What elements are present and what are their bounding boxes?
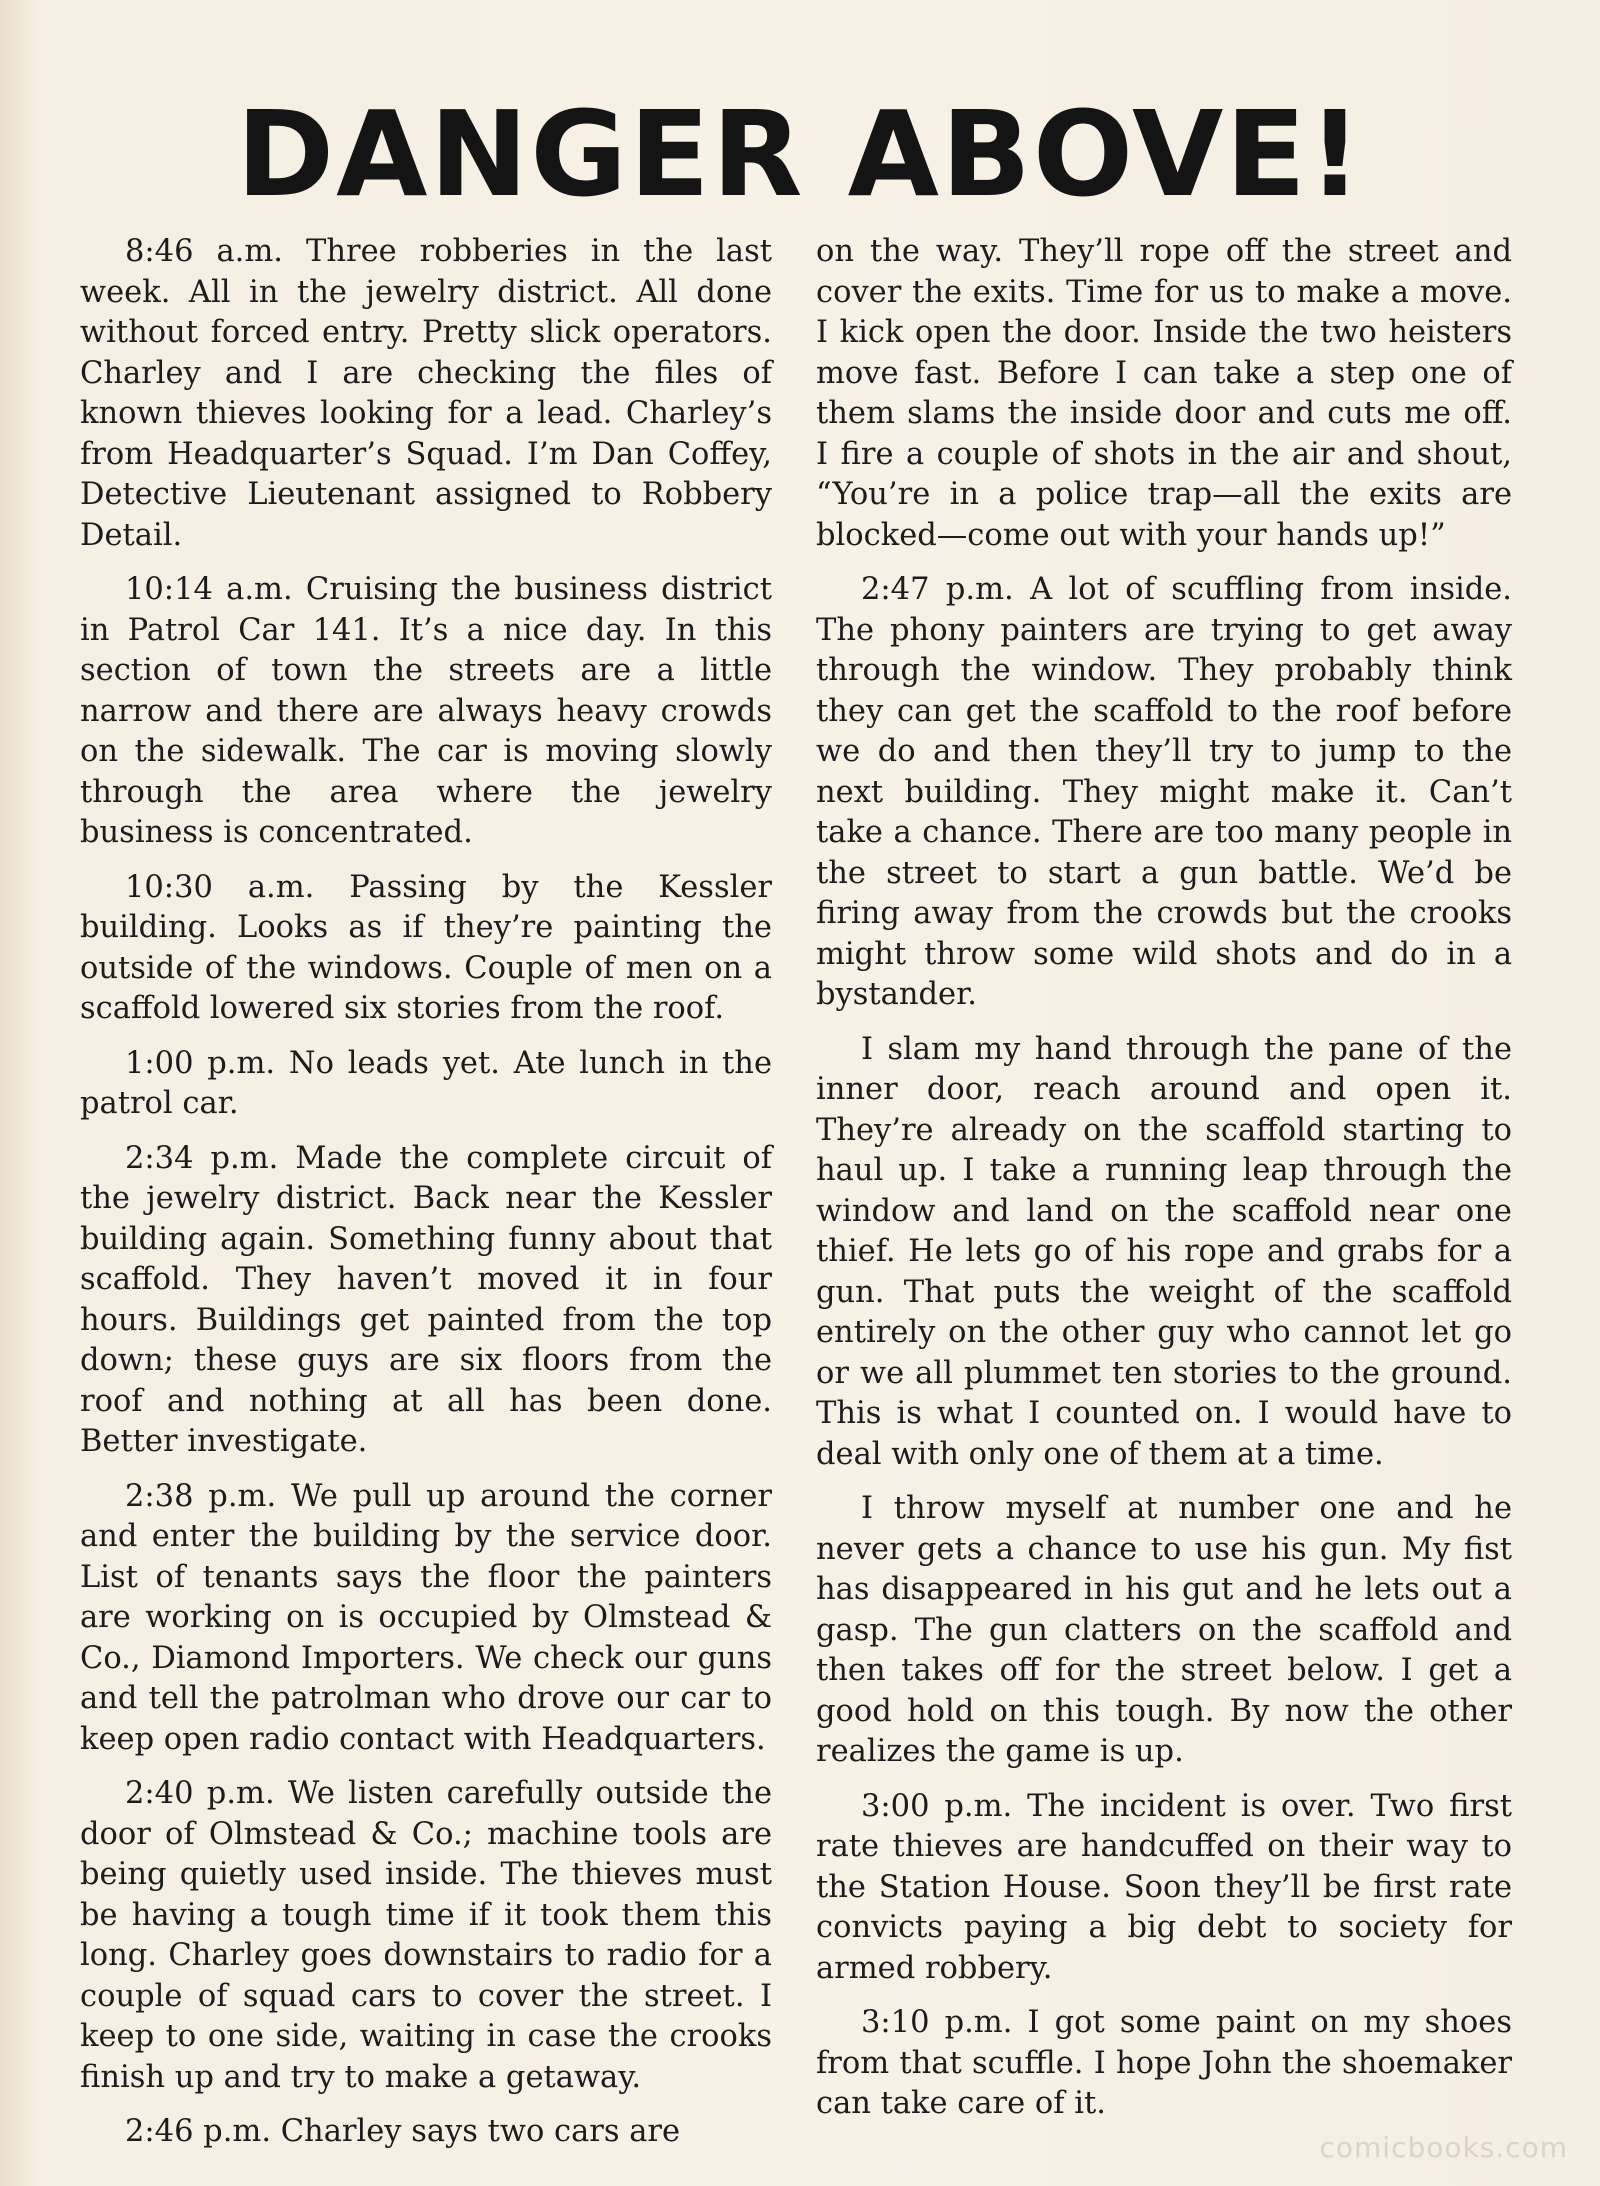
story-paragraph-continued: on the way. They’ll rope off the street and cover the exits. Time for us to make a move. I kick open the door. Inside the two heisters move fast. Before I can take a step one of them slams the inside door and cuts me off. I fire a couple of shots in the air and shout, “You’re in a police trap—all the exits are blocked—come out with your hands up!”	[816, 234, 1512, 553]
story-paragraph: 2:38 p.m. We pull up around the corner and enter the building by the service door. List of tenants says the floor the painters are working on is occupied by Olmstead & Co., Diamond Importers. We check our guns and tell the patrolman who drove our car to keep open radio contact with Headquarters.	[80, 1478, 772, 1757]
story-paragraph: 10:14 a.m. Cruising the business district in Patrol Car 141. It’s a nice day. In this section of town the streets are a little narrow and there are always heavy crowds on the sidewalk. The car is moving slowly through the area where the jewelry business is concentrated.	[80, 572, 772, 850]
watermark: comicbooks.com	[1319, 2131, 1568, 2164]
story-paragraph: 3:10 p.m. I got some paint on my shoes from that scuffle. I hope John the shoemaker can take care of it.	[816, 2005, 1512, 2121]
story-paragraph: I slam my hand through the pane of the inner door, reach around and open it. They’re already on the scaffold starting to haul up. I take a running leap through the window and land on the scaffold near one thief. He lets go of his rope and grabs for a gun. That puts the weight of the scaffold entirely on the other guy who cannot let go or we all plummet ten stories to the ground. This is what I counted on. I would have to deal with only one of them at a time.	[816, 1031, 1512, 1472]
story-paragraph: 3:00 p.m. The incident is over. Two first rate thieves are handcuffed on their way to the Station House. Soon they’ll be first rate convicts paying a big debt to society for armed robbery.	[816, 1788, 1512, 1986]
right-column	[816, 232, 1512, 2139]
story-paragraph: 2:46 p.m. Charley says two cars are	[125, 2114, 681, 2149]
left-column	[80, 232, 772, 2167]
page-title: DANGER ABOVE!	[236, 85, 1364, 223]
story-paragraph: 2:34 p.m. Made the complete circuit of the jewelry district. Back near the Kessler building again. Something funny about that scaffold. They haven’t moved it in four hours. Buildings get painted from the top down; these guys are six floors from the roof and nothing at all has been done. Better investigate.	[80, 1140, 772, 1459]
story-paragraph: 2:40 p.m. We listen carefully outside the door of Olmstead & Co.; machine tools are being quietly used inside. The thieves must be having a tough time if it took them this long. Charley goes downstairs to radio for a couple of squad cars to cover the street. I keep to one side, waiting in case the crooks finish up and try to make a getaway.	[80, 1776, 772, 2095]
story-paragraph: 1:00 p.m. No leads yet. Ate lunch in the patrol car.	[80, 1045, 772, 1121]
story-paragraph: 10:30 a.m. Passing by the Kessler building. Looks as if they’re painting the outside of the windows. Couple of men on a scaffold lowered six stories from the roof.	[80, 869, 772, 1026]
story-paragraph: 2:47 p.m. A lot of scuffling from inside. The phony painters are trying to get away through the window. They probably think they can get the scaffold to the roof before we do and then they’ll try to jump to the next building. They might make it. Can’t take a chance. There are too many people in the street to start a gun battle. We’d be firing away from the crowds but the crooks might throw some wild shots and do in a bystander.	[816, 572, 1512, 1012]
story-paragraph: 8:46 a.m. Three robberies in the last week. All in the jewelry district. All done without forced entry. Pretty slick operators. Charley and I are checking the files of known thieves looking for a lead. Charley’s from Headquarter’s Squad. I’m Dan Coffey, Detective Lieutenant assigned to Robbery Detail.	[80, 234, 772, 553]
story-paragraph: I throw myself at number one and he never gets a chance to use his gun. My fist has disappeared in his gut and he lets out a gasp. The gun clatters on the scaffold and then takes off for the street below. I get a good hold on this tough. By now the other realizes the game is up.	[816, 1491, 1512, 1769]
